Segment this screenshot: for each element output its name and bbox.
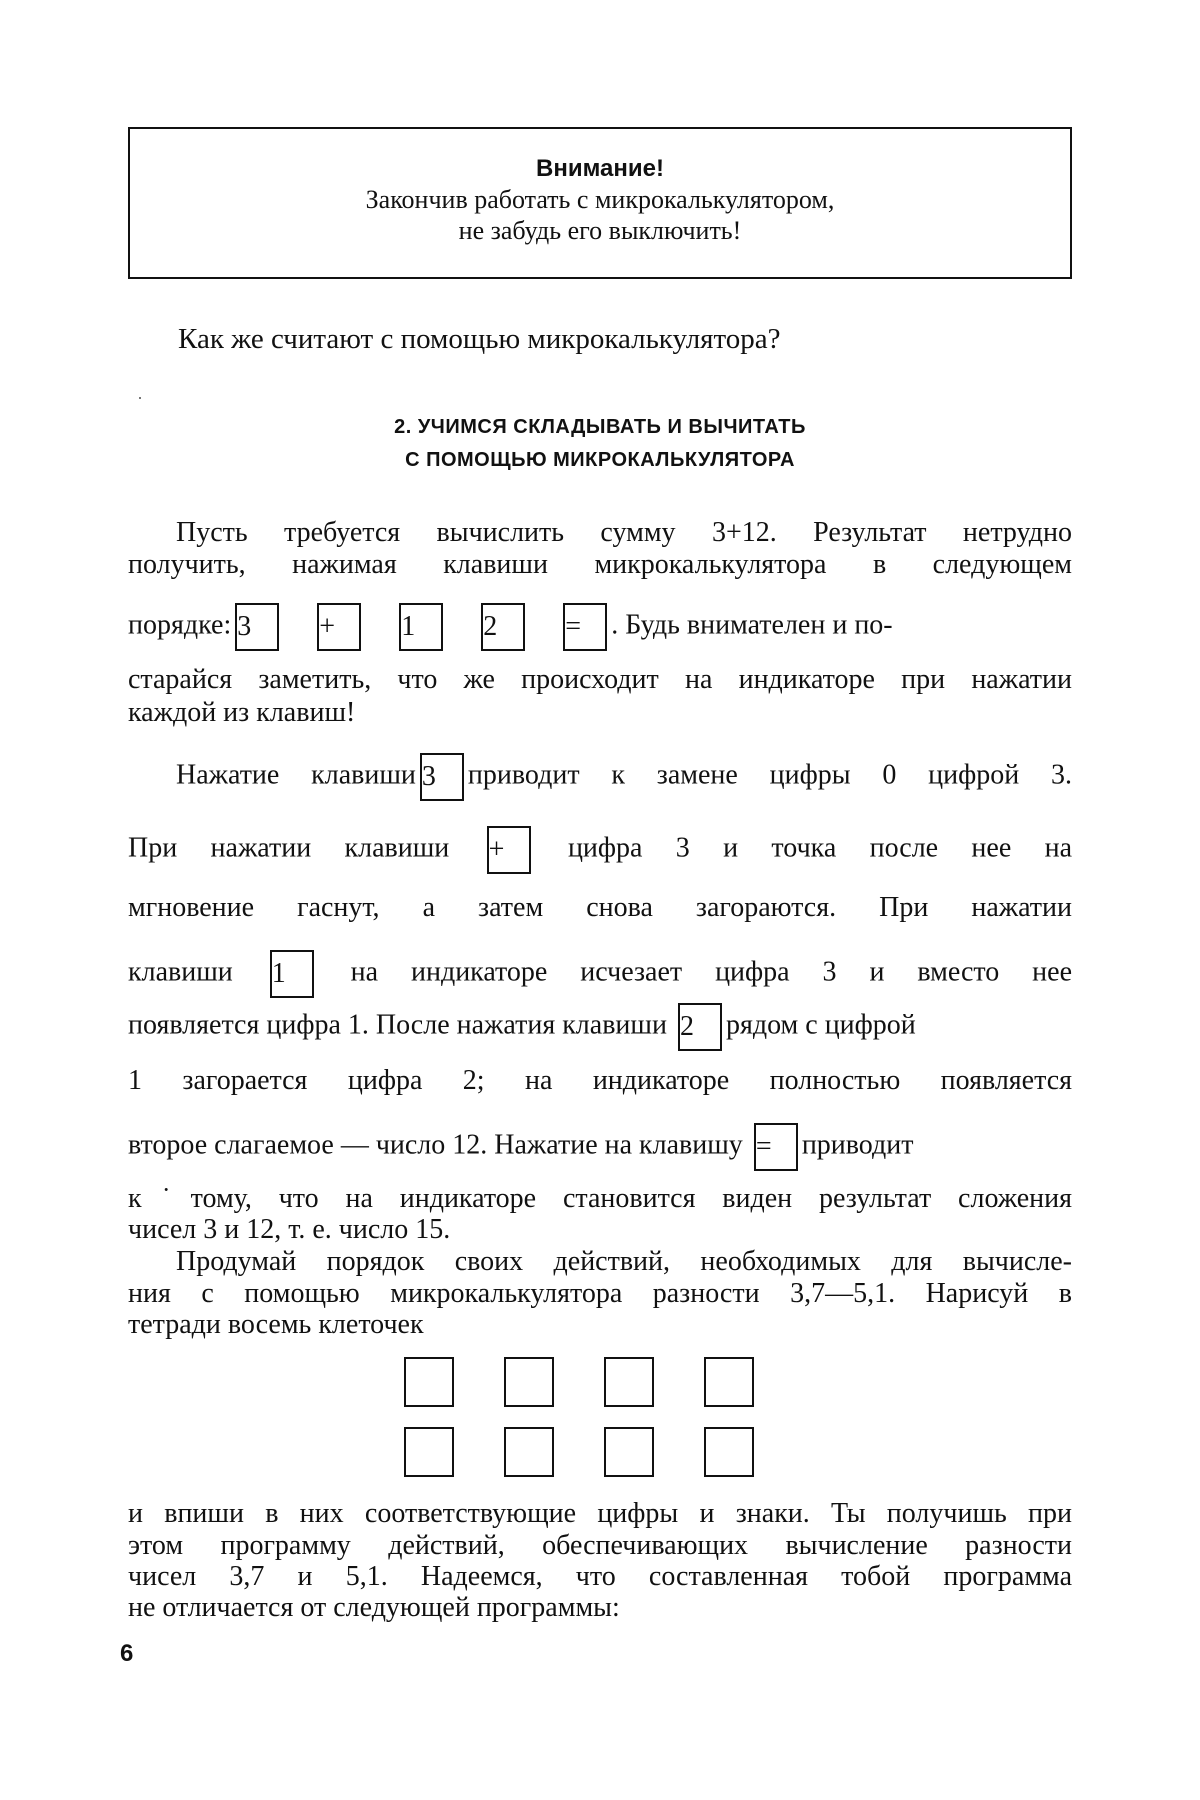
text-line: Продумай порядок своих действий, необходимых для вычисле-: [176, 1246, 1072, 1277]
section-heading-line-2: С ПОМОЩЬЮ МИКРОКАЛЬКУЛЯТОРА: [405, 449, 795, 471]
empty-cell: [404, 1357, 454, 1407]
text-fragment: рядом с цифрой: [725, 1009, 916, 1041]
attention-box: [128, 127, 1072, 279]
text-fragment: При нажатии клавиши: [128, 832, 450, 864]
text-line: этом программу действий, обеспечивающих вычисление разности: [128, 1530, 1072, 1561]
empty-cell: [404, 1427, 454, 1477]
question-line: Как же считают с помощью микрокалькулятора?: [178, 323, 781, 355]
text-line: 1 загорается цифра 2; на индикаторе полностью появляется: [128, 1065, 1072, 1096]
text-fragment: на индикаторе исчезает цифра 3 и вместо нее: [350, 956, 1073, 988]
text-fragment: Нажатие клавиши: [176, 759, 416, 791]
attention-title: Внимание!: [536, 155, 664, 182]
text-line: чисел 3 и 12, т. е. число 15.: [128, 1214, 451, 1245]
text-line: каждой из клавиш!: [128, 697, 356, 728]
text-line: и впиши в них соответствующие цифры и знаки. Ты получишь при: [128, 1498, 1072, 1529]
attention-line-1: Закончив работать с микрокалькулятором,: [365, 185, 835, 214]
text-line: Пусть требуется вычислить сумму 3+12. Результат нетрудно: [176, 517, 1072, 548]
key-3-icon: 3: [235, 603, 279, 651]
print-speck: [139, 397, 141, 399]
key-1-icon: 1: [270, 950, 314, 998]
text-line: получить, нажимая клавиши микрокалькулятора в следующем: [128, 549, 1072, 580]
text-fragment: порядке:: [128, 609, 232, 641]
text-fragment: клавиши: [128, 956, 233, 988]
text-line: ния с помощью микрокалькулятора разности 3,7—5,1. Нарисуй в: [128, 1278, 1072, 1309]
empty-cell: [604, 1427, 654, 1477]
empty-cell: [504, 1427, 554, 1477]
key-equals-icon: =: [563, 603, 607, 651]
empty-cell: [504, 1357, 554, 1407]
attention-line-2: не забудь его выключить!: [458, 216, 742, 245]
text-fragment: приводит к замене цифры 0 цифрой 3.: [467, 759, 1073, 791]
key-text-line: [128, 950, 1073, 989]
empty-cell: [704, 1427, 754, 1477]
page-number: 6: [120, 1640, 134, 1667]
text-line: тетради восемь клеточек: [128, 1309, 424, 1340]
key-3-icon: 3: [420, 753, 464, 801]
key-2-icon: 2: [481, 603, 525, 651]
key-2-icon: 2: [678, 1003, 722, 1051]
text-line: чисел 3,7 и 5,1. Надеемся, что составленная тобой программа: [128, 1561, 1072, 1592]
section-heading-line-1: 2. УЧИМСЯ СКЛАДЫВАТЬ И ВЫЧИТАТЬ: [394, 416, 806, 438]
text-line: не отличается от следующей программы:: [128, 1592, 620, 1623]
text-line: мгновение гаснут, а затем снова загораются. При нажатии: [128, 892, 1072, 923]
key-1-icon: 1: [399, 603, 443, 651]
text-fragment: цифра 3 и точка после нее на: [567, 832, 1073, 864]
key-plus-icon: +: [487, 826, 531, 874]
text-fragment: второе слагаемое — число 12. Нажатие на клавишу: [128, 1129, 743, 1161]
text-line: к˙тому, что на индикаторе становится виден результат сложения: [128, 1183, 1072, 1214]
key-text-line: [128, 1003, 1072, 1042]
key-text-line: [176, 753, 1073, 792]
text-fragment: появляется цифра 1. После нажатия клавиши: [128, 1009, 667, 1041]
key-text-line: [128, 1123, 1072, 1162]
text-fragment: приводит: [801, 1129, 914, 1161]
text-line: старайся заметить, что же происходит на индикаторе при нажатии: [128, 664, 1072, 695]
empty-cell: [604, 1357, 654, 1407]
key-plus-icon: +: [317, 603, 361, 651]
key-sequence-line: [128, 603, 1072, 642]
empty-cell: [704, 1357, 754, 1407]
key-text-line: [128, 826, 1073, 865]
text-fragment: . Будь внимателен и по-: [611, 609, 893, 641]
key-equals-icon: =: [754, 1123, 798, 1171]
